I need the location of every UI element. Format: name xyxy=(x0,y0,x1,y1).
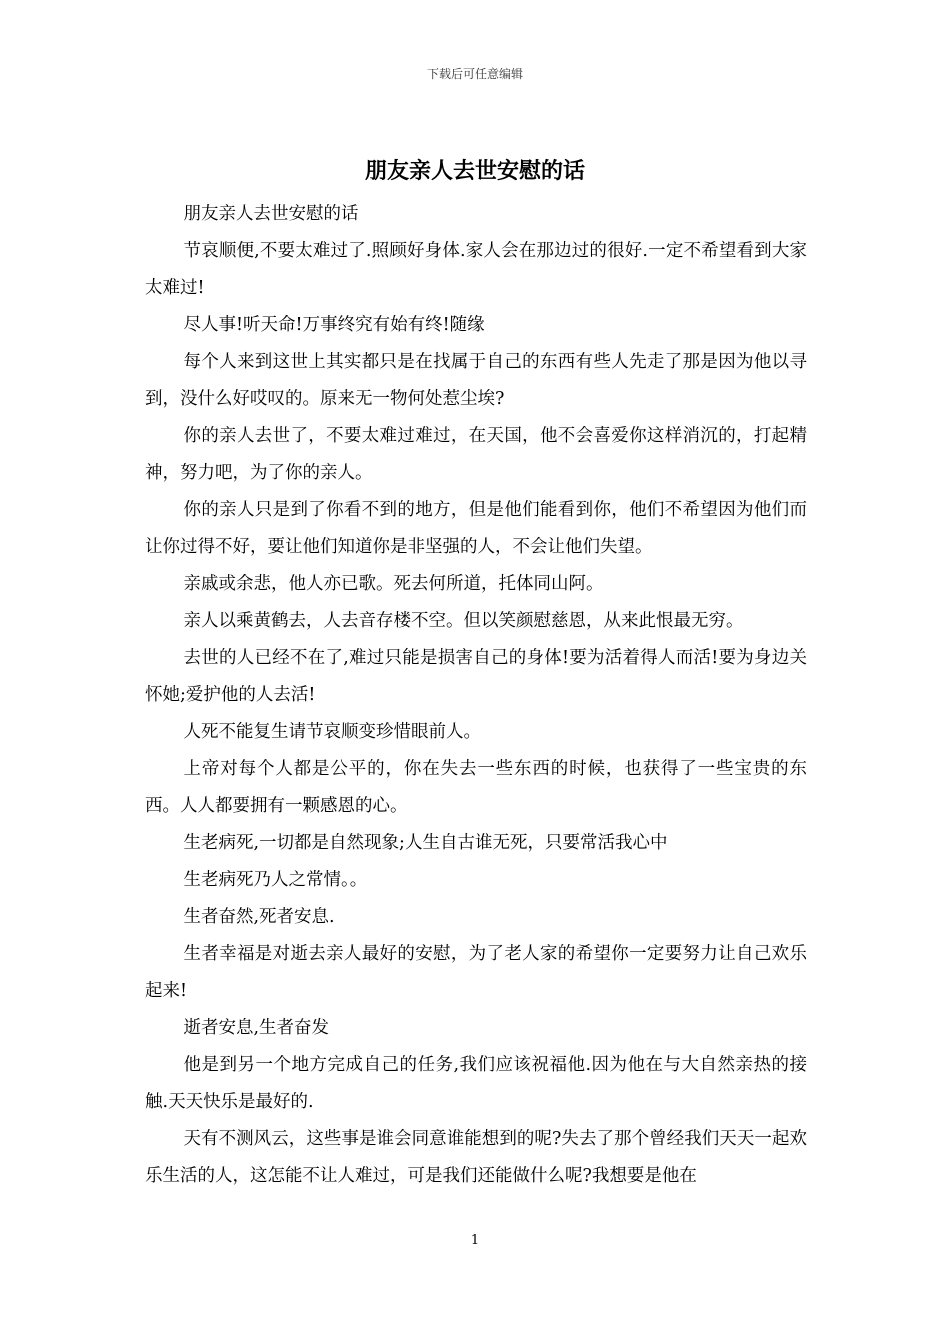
document-title: 朋友亲人去世安慰的话 xyxy=(364,158,585,184)
paragraph: 尽人事!听天命!万事终究有始有终!随缘 xyxy=(183,315,485,335)
paragraph: 亲戚或余悲，他人亦已歌。死去何所道，托体同山阿。 xyxy=(183,574,604,594)
paragraph: 天有不测风云，这些事是谁会同意谁能想到的呢?失去了那个曾经我们天天一起欢乐生活的人，这怎能不让人难过，可是我们还能做什么呢?我想要是他在 xyxy=(145,1129,807,1186)
paragraph: 生者幸福是对逝去亲人最好的安慰，为了老人家的希望你一定要努力让自己欢乐起来! xyxy=(145,944,807,1001)
page-number: 1 xyxy=(470,1233,480,1248)
paragraph: 生老病死乃人之常情。。 xyxy=(183,870,368,890)
paragraph: 逝者安息,生者奋发 xyxy=(183,1018,330,1038)
paragraph: 你的亲人只是到了你看不到的地方，但是他们能看到你，他们不希望因为他们而让你过得不好，要让他们知道你是非坚强的人，不会让他们失望。 xyxy=(145,500,807,557)
paragraph: 去世的人已经不在了,难过只能是损害自己的身体!要为活着得人而活!要为身边关怀她;爱护他的人去活! xyxy=(145,648,807,705)
paragraph: 上帝对每个人都是公平的，你在失去一些东西的时候，也获得了一些宝贵的东西。人人都要拥有一颗感恩的心。 xyxy=(145,759,807,816)
paragraph: 亲人以乘黄鹤去，人去音存楼不空。但以笑颜慰慈恩，从来此恨最无穷。 xyxy=(183,611,744,631)
paragraph: 节哀顺便,不要太难过了.照顾好身体.家人会在那边过的很好.一定不希望看到大家太难过! xyxy=(145,241,807,298)
paragraph: 每个人来到这世上其实都只是在找属于自己的东西有些人先走了那是因为他以寻到，没什么好哎叹的。原来无一物何处惹尘埃? xyxy=(145,352,807,409)
paragraph: 他是到另一个地方完成自己的任务,我们应该祝福他.因为他在与大自然亲热的接触.天天快乐是最好的. xyxy=(145,1055,807,1112)
paragraph: 朋友亲人去世安慰的话 xyxy=(183,204,359,224)
paragraph: 人死不能复生请节哀顺变珍惜眼前人。 xyxy=(183,722,481,742)
header-note: 下载后可任意编辑 xyxy=(426,67,523,81)
paragraph: 你的亲人去世了，不要太难过难过，在天国，他不会喜爱你这样消沉的，打起精神，努力吧，为了你的亲人。 xyxy=(145,426,807,483)
document-body xyxy=(145,196,807,1195)
paragraph: 生者奋然,死者安息. xyxy=(183,907,335,927)
paragraph: 生老病死,一切都是自然现象;人生自古谁无死，只要常活我心中 xyxy=(183,833,668,853)
